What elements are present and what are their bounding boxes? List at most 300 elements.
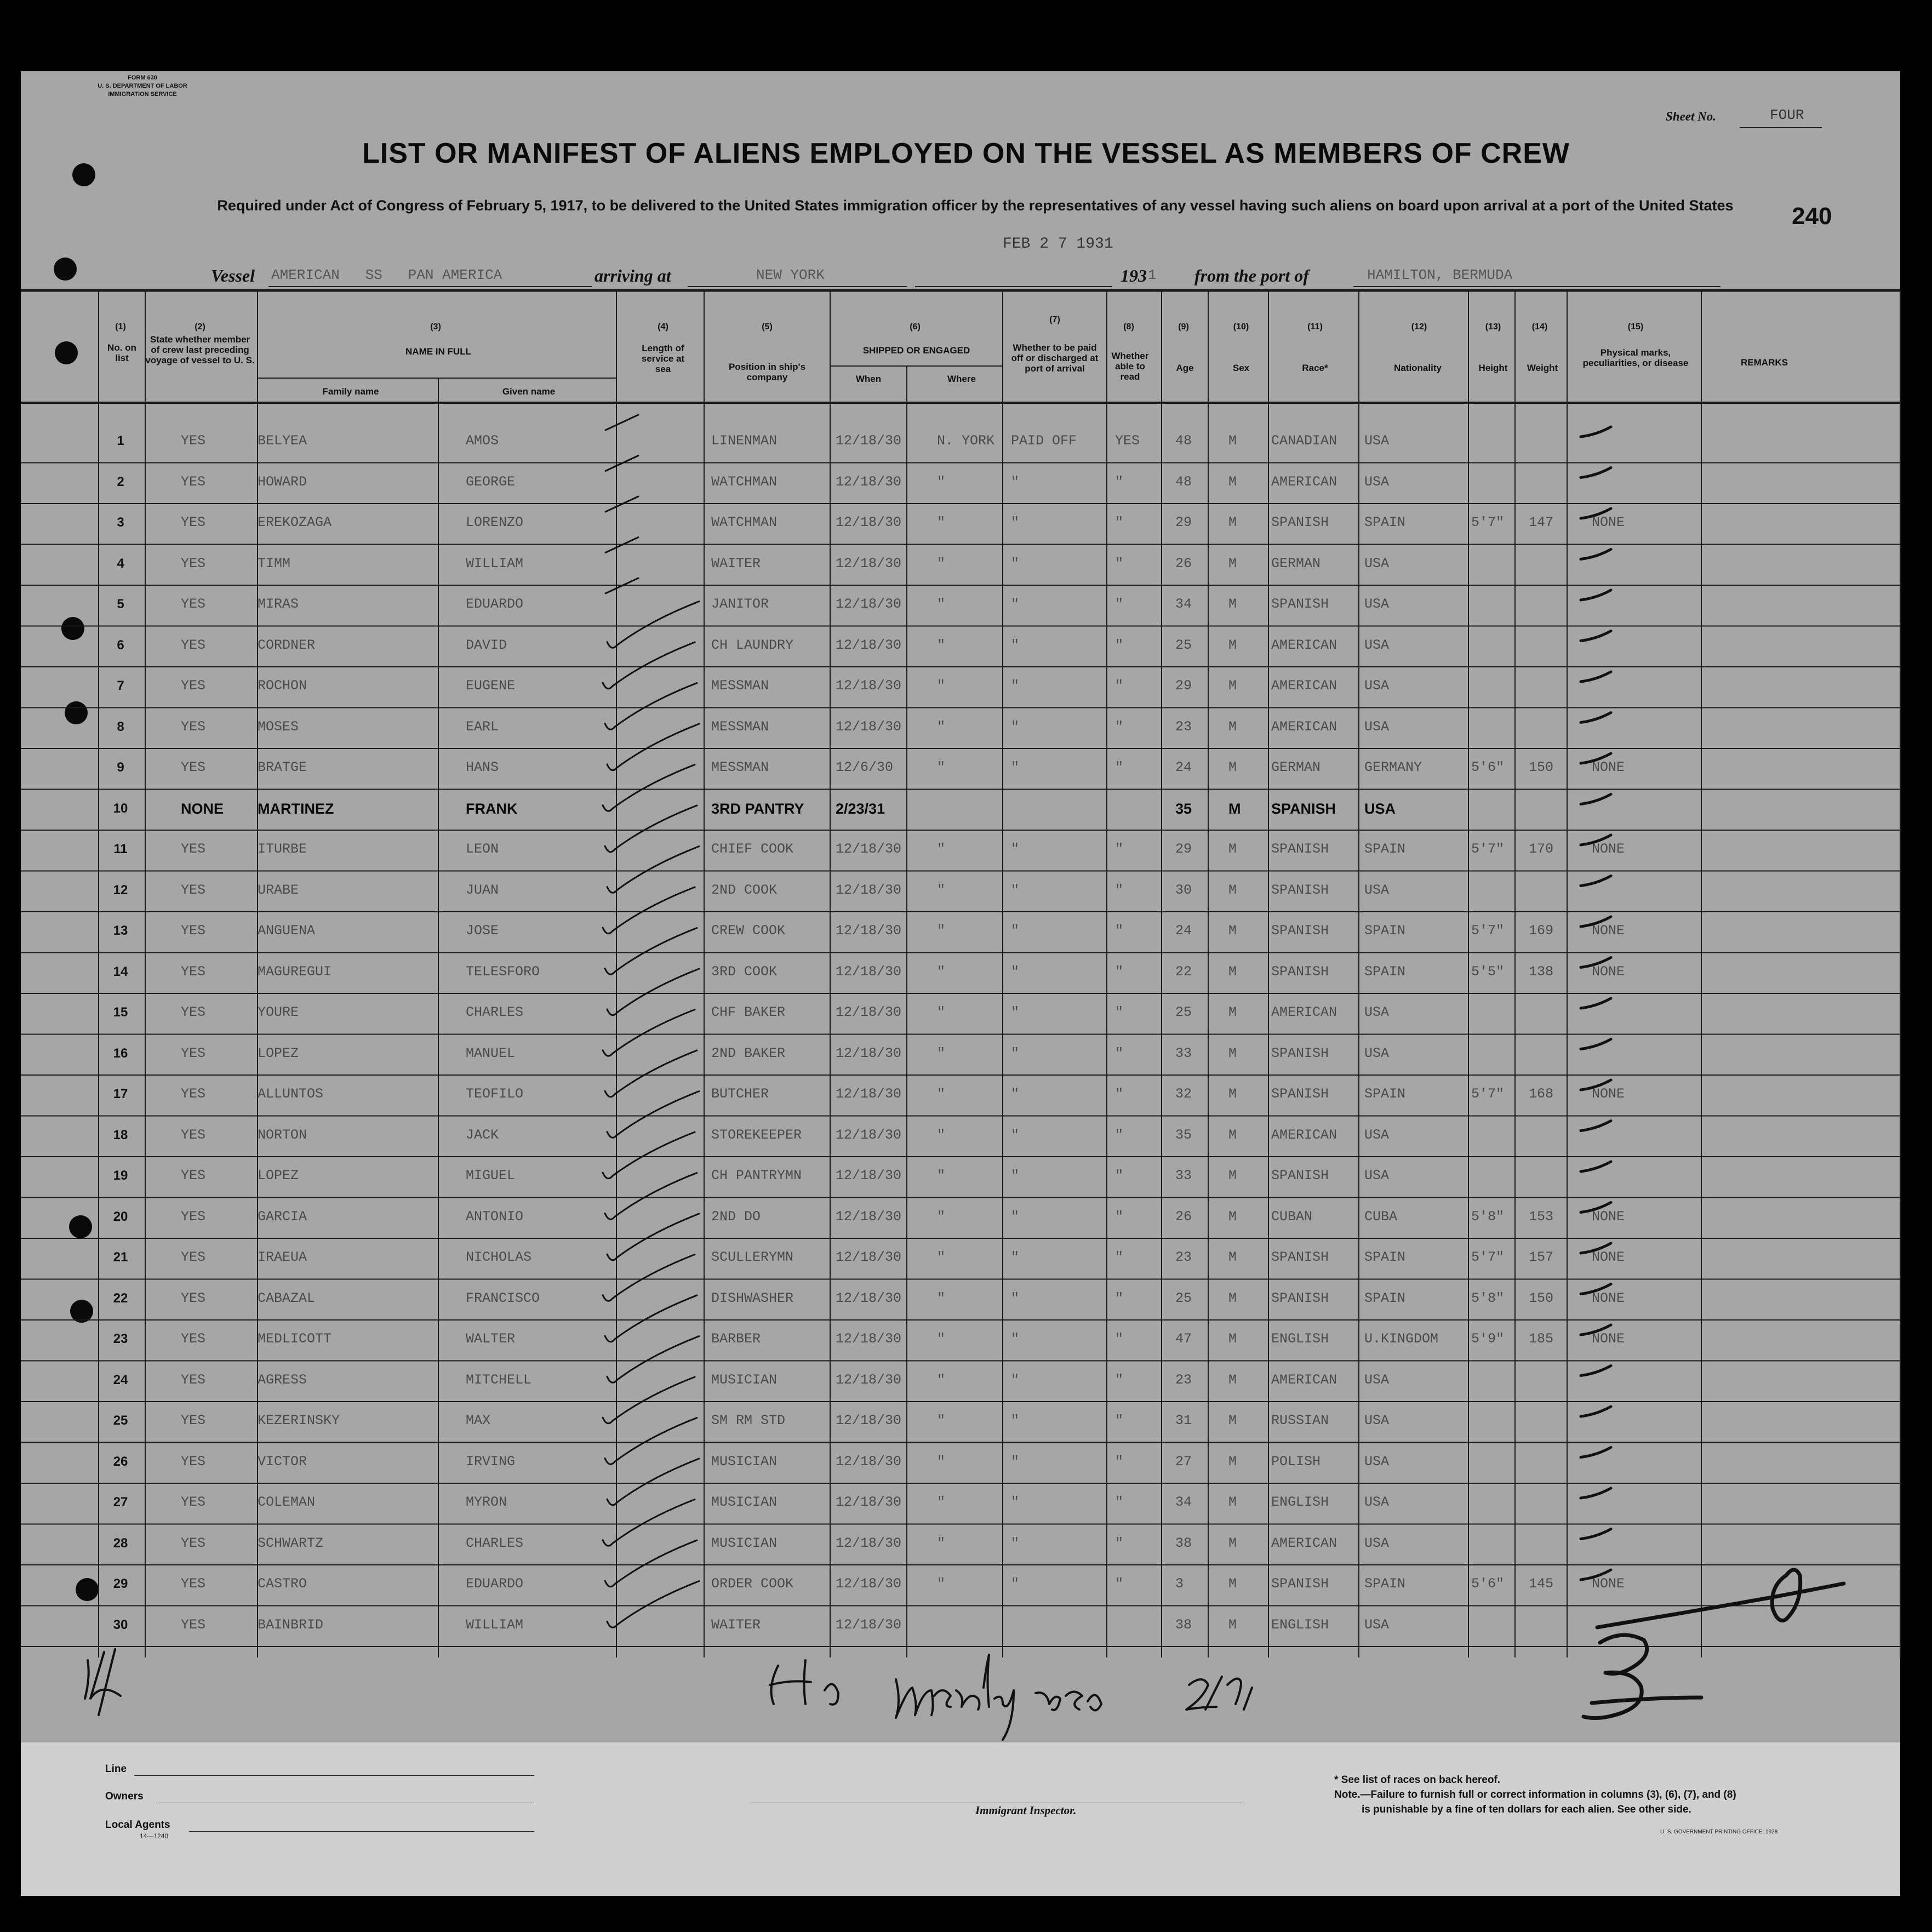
col-5-number: (5) [762,322,773,331]
sex-cell: M [1228,963,1237,980]
dash-mark [1581,1366,1611,1376]
shipped-when-cell: 12/18/30 [836,718,902,735]
nationality-cell: USA [1364,473,1390,490]
row-number: 23 [113,1331,128,1346]
shipped-when-cell: 12/18/30 [836,1168,902,1184]
prev-voyage-cell: YES [181,1535,206,1551]
check-mark [607,1459,699,1505]
col-4-number: (4) [658,322,668,331]
paid-off-cell: " [1011,637,1020,653]
position-cell: BUTCHER [711,1086,769,1102]
position-cell: SCULLERYMN [711,1249,794,1265]
age-cell: 29 [1175,841,1192,857]
height-cell: 5'7" [1471,923,1505,939]
shipped-when-cell: 12/18/30 [836,1494,902,1510]
dash-mark [1581,1121,1611,1131]
col-10-number: (10) [1233,322,1249,331]
row-number: 25 [113,1413,128,1428]
age-cell: 32 [1175,1086,1192,1102]
nationality-cell: USA [1364,1045,1390,1061]
footnote [1334,1773,1860,1817]
col-15-number: (15) [1627,322,1644,331]
able-to-read-cell: " [1115,1535,1124,1551]
given-name-cell: LORENZO [466,515,524,530]
nationality-cell: SPAIN [1364,515,1406,530]
prev-voyage-cell: YES [181,473,206,490]
age-cell: 22 [1175,963,1192,980]
family-name-cell: ALLUNTOS [258,1086,324,1102]
sex-cell: M [1228,1453,1237,1470]
prev-voyage-cell: YES [181,718,206,735]
race-cell: SPANISH [1271,596,1329,612]
age-cell: 30 [1175,882,1192,898]
dash-mark [1581,1203,1611,1213]
local-agents-underline [189,1831,534,1832]
able-to-read-cell: " [1115,1086,1124,1102]
paid-off-cell: " [1011,1494,1020,1510]
sex-cell: M [1228,1249,1237,1265]
page-title: LIST OR MANIFEST OF ALIENS EMPLOYED ON THE VESSEL AS MEMBERS OF CREW [362,138,1570,169]
able-to-read-cell: " [1115,1331,1124,1347]
sex-cell: M [1228,759,1237,775]
able-to-read-cell: " [1115,759,1124,775]
col-9-number: (9) [1178,322,1189,331]
shipped-when-cell: 12/18/30 [836,1045,902,1061]
row-number: 3 [117,515,124,530]
paid-off-cell: " [1011,1045,1020,1061]
sex-cell: M [1228,1494,1237,1510]
given-name-cell: TEOFILO [466,1086,524,1102]
position-cell: CHIEF COOK [711,841,794,857]
family-name-cell: IRAEUA [258,1249,307,1265]
row-number: 5 [117,597,124,611]
family-name-cell: BRATGE [258,759,307,775]
race-cell: SPANISH [1271,963,1329,980]
row-number: 26 [113,1454,128,1469]
row-number: 29 [113,1576,128,1591]
nationality-cell: SPAIN [1364,923,1406,939]
dash-mark [1581,794,1611,804]
check-mark [607,602,699,648]
row-number: 10 [113,801,128,816]
dash-mark [1581,1039,1611,1049]
family-name-cell: EREKOZAGA [258,515,332,530]
position-cell: MESSMAN [711,759,769,775]
prev-voyage-cell: YES [181,1045,206,1061]
dash-mark [1581,713,1611,723]
race-cell: SPANISH [1271,1086,1329,1102]
sex-cell: M [1228,1413,1237,1428]
shipped-when-cell: 12/18/30 [836,1249,902,1265]
race-cell: SPANISH [1271,1290,1329,1306]
given-name-cell: DAVID [466,637,507,653]
position-cell: MUSICIAN [711,1535,778,1551]
nationality-cell: SPAIN [1364,963,1406,980]
family-name-cell: GARCIA [258,1208,307,1225]
able-to-read-cell: " [1115,841,1124,857]
position-cell: CHF BAKER [711,1004,786,1020]
position-cell: WATCHMAN [711,473,778,490]
age-cell: 29 [1175,515,1192,530]
able-to-read-cell: " [1115,882,1124,898]
paid-off-cell: " [1011,1168,1020,1184]
sex-cell: M [1228,1535,1237,1551]
age-cell: 26 [1175,1208,1192,1225]
prev-voyage-cell: YES [181,596,206,612]
total-count-mark [1584,1570,1844,1718]
position-cell: 3RD PANTRY [711,800,804,817]
nationality-cell: USA [1364,555,1390,571]
shipped-where-cell: " [937,637,946,653]
check-mark [603,642,695,689]
given-name-cell: WILLIAM [466,1616,524,1633]
race-cell: SPANISH [1271,1045,1329,1061]
col-11-number: (11) [1307,322,1323,331]
row-number: 6 [117,637,124,653]
given-name-cell: MYRON [466,1494,507,1510]
age-cell: 29 [1175,678,1192,694]
shipped-when-cell: 12/18/30 [836,433,902,449]
family-name-cell: CASTRO [258,1576,307,1592]
col-3-given-label: Given name [502,386,556,397]
nationality-cell: USA [1364,718,1390,735]
race-cell: AMERICAN [1271,473,1337,490]
shipped-where-cell: " [937,1453,946,1470]
family-name-cell: CORDNER [258,637,316,653]
sex-cell: M [1228,637,1237,653]
able-to-read-cell: YES [1115,433,1140,449]
shipped-when-cell: 12/18/30 [836,1331,902,1347]
sheet-number-value: FOUR [1770,107,1804,123]
weight-cell: 145 [1529,1576,1554,1592]
dash-mark [1581,1162,1611,1171]
shipped-where-cell: " [937,1004,946,1020]
able-to-read-cell: " [1115,718,1124,735]
nationality-cell: USA [1364,1616,1390,1633]
shipped-when-cell: 12/6/30 [836,759,894,775]
shipped-where-cell: " [937,555,946,571]
prev-voyage-cell: YES [181,1249,206,1265]
sex-cell: M [1228,923,1237,939]
age-cell: 27 [1175,1453,1192,1470]
shipped-when-cell: 12/18/30 [836,923,902,939]
able-to-read-cell: " [1115,678,1124,694]
race-cell: AMERICAN [1271,1535,1337,1551]
row-number: 14 [113,964,128,979]
sex-cell: M [1228,882,1237,898]
shipped-when-cell: 12/18/30 [836,882,902,898]
col-10-label: Sex [1232,363,1250,373]
prev-voyage-cell: YES [181,1168,206,1184]
line-underline [134,1775,534,1776]
position-cell: CH PANTRYMN [711,1168,802,1184]
given-name-cell: IRVING [466,1453,516,1470]
arriving-label: arriving at [595,266,671,285]
prev-voyage-cell: YES [181,1086,206,1102]
age-cell: 23 [1175,1249,1192,1265]
race-cell: AMERICAN [1271,718,1337,735]
remarks-label: REMARKS [1741,357,1788,368]
position-cell: ORDER COOK [711,1576,794,1592]
age-cell: 3 [1175,1576,1184,1592]
form-service-line: IMMIGRATION SERVICE [108,91,177,98]
race-cell: SPANISH [1271,800,1336,817]
nationality-cell: USA [1364,1453,1390,1470]
nationality-cell: USA [1364,800,1396,817]
shipped-when-cell: 12/18/30 [836,1208,902,1225]
check-mark [607,847,699,893]
shipped-when-cell: 12/18/30 [836,1413,902,1428]
shipped-where-cell: " [937,759,946,775]
given-name-cell: CHARLES [466,1535,524,1551]
shipped-where-cell: " [937,963,946,980]
race-cell: ENGLISH [1271,1616,1329,1633]
nationality-cell: U.KINGDOM [1364,1331,1439,1347]
race-cell: ENGLISH [1271,1331,1329,1347]
able-to-read-cell: " [1115,1453,1124,1470]
paid-off-cell: PAID OFF [1011,433,1077,449]
given-name-cell: WILLIAM [466,555,524,571]
race-cell: SPANISH [1271,515,1329,530]
sex-cell: M [1228,1086,1237,1102]
nationality-cell: USA [1364,1535,1390,1551]
dash-mark [1581,1243,1611,1253]
shipped-when-cell: 12/18/30 [836,1127,902,1143]
col-3-family-label: Family name [322,386,379,397]
family-name-cell: MARTINEZ [258,800,334,817]
sex-cell: M [1228,1208,1237,1225]
row-number: 2 [117,474,124,489]
age-cell: 33 [1175,1168,1192,1184]
prev-voyage-cell: YES [181,555,206,571]
race-cell: CANADIAN [1271,433,1337,449]
paid-off-cell: " [1011,1249,1020,1265]
nationality-cell: USA [1364,1004,1390,1020]
check-mark [605,805,697,852]
paid-off-cell: " [1011,678,1020,694]
shipped-when-cell: 12/18/30 [836,1576,902,1592]
weight-cell: 185 [1529,1331,1554,1347]
col-8-label: Whether able to read [1111,351,1149,382]
check-mark [605,415,638,430]
family-name-cell: BELYEA [258,433,307,449]
shipped-when-cell: 12/18/30 [836,841,902,857]
height-cell: 5'7" [1471,1086,1505,1102]
paid-off-cell: " [1011,1290,1020,1306]
nationality-cell: SPAIN [1364,1290,1406,1306]
family-name-cell: HOWARD [258,473,307,490]
physical-marks-cell: NONE [1592,1331,1625,1347]
shipped-where-cell: " [937,678,946,694]
position-cell: 3RD COOK [711,963,778,980]
family-name-cell: SCHWARTZ [258,1535,324,1551]
shipped-when-cell: 12/18/30 [836,1535,902,1551]
row-number: 22 [113,1290,128,1306]
prev-voyage-cell: YES [181,1616,206,1633]
shipped-where-cell: " [937,1086,946,1102]
physical-marks-cell: NONE [1592,841,1625,857]
date-stamp: FEB 2 7 1931 [1003,236,1113,253]
dash-mark [1581,427,1611,437]
row-number: 28 [113,1535,128,1551]
year-value: 1 [1148,267,1157,283]
paid-off-cell: " [1011,759,1020,775]
age-cell: 34 [1175,1494,1192,1510]
nationality-cell: CUBA [1364,1208,1398,1225]
check-mark [603,765,695,811]
physical-marks-cell: NONE [1592,1086,1625,1102]
check-mark [605,496,638,512]
check-mark [607,1336,699,1383]
sex-cell: M [1228,1290,1237,1306]
position-cell: WAITER [711,1616,761,1633]
shipped-when-cell: 12/18/30 [836,515,902,530]
nationality-cell: SPAIN [1364,1086,1406,1102]
family-name-cell: COLEMAN [258,1494,316,1510]
row-number: 24 [113,1372,128,1387]
position-cell: DISHWASHER [711,1290,794,1306]
race-cell: ENGLISH [1271,1494,1329,1510]
height-cell: 5'9" [1471,1331,1505,1347]
col-1-number: (1) [115,322,126,331]
paid-off-cell: " [1011,1004,1020,1020]
sex-cell: M [1228,515,1237,530]
col-2-number: (2) [195,322,205,331]
sex-cell: M [1228,1127,1237,1143]
page-subtitle: Required under Act of Congress of February 5, 1917, to be delivered to the United States immigration officer by the representatives of any vessel having such aliens on board upon arrival at a port of the United States [217,197,1734,214]
check-mark [605,1295,697,1342]
weight-cell: 153 [1529,1208,1554,1225]
age-cell: 33 [1175,1045,1192,1061]
dash-mark [1581,631,1611,641]
prev-voyage-cell: NONE [181,800,224,817]
age-cell: 35 [1175,1127,1192,1143]
nationality-cell: SPAIN [1364,841,1406,857]
race-cell: AMERICAN [1271,678,1337,694]
height-cell: 5'8" [1471,1290,1505,1306]
row-number: 12 [113,882,128,898]
age-cell: 25 [1175,1004,1192,1020]
given-name-cell: GEORGE [466,473,516,490]
paid-off-cell: " [1011,963,1020,980]
height-cell: 5'7" [1471,515,1505,530]
check-mark [603,1010,695,1056]
age-cell: 35 [1175,800,1192,817]
shipped-where-cell: " [937,1168,946,1184]
shipped-where-cell: " [937,882,946,898]
prev-voyage-cell: YES [181,882,206,898]
weight-cell: 157 [1529,1249,1554,1265]
paid-off-cell: " [1011,1127,1020,1143]
shipped-when-cell: 12/18/30 [836,1616,902,1633]
col-5-label: Position in ship's company [728,362,806,382]
given-name-cell: WALTER [466,1331,516,1347]
given-name-cell: MITCHELL [466,1371,532,1388]
from-port-label: from the port of [1194,266,1309,285]
inspector-label: Immigrant Inspector. [975,1804,1077,1817]
shipped-when-cell: 12/18/30 [836,637,902,653]
position-cell: MESSMAN [711,678,769,694]
family-name-cell: MEDLICOTT [258,1331,332,1347]
sex-cell: M [1228,1616,1237,1633]
given-name-cell: CHARLES [466,1004,524,1020]
shipped-when-cell: 12/18/30 [836,1004,902,1020]
height-cell: 5'6" [1471,1576,1505,1592]
family-name-cell: AGRESS [258,1371,307,1388]
sex-cell: M [1228,433,1237,449]
family-name-cell: MOSES [258,718,299,735]
col-12-number: (12) [1411,322,1427,331]
year-label: 193 [1121,266,1147,285]
family-name-cell: MAGUREGUI [258,963,332,980]
row-number: 9 [117,760,124,775]
race-cell: AMERICAN [1271,1371,1337,1388]
row-number: 20 [113,1209,128,1224]
col-13-number: (13) [1485,322,1501,331]
row-number: 30 [113,1617,128,1632]
col-3-number: (3) [430,322,441,331]
race-cell: SPANISH [1271,1249,1329,1265]
able-to-read-cell: " [1115,1127,1124,1143]
shipped-where-cell: " [937,1208,946,1225]
dash-mark [1581,468,1611,478]
given-name-cell: MAX [466,1413,491,1428]
nationality-cell: USA [1364,1168,1390,1184]
given-name-cell: EDUARDO [466,596,524,612]
position-cell: CREW COOK [711,923,786,939]
sex-cell: M [1228,800,1241,817]
check-mark [607,724,699,770]
shipped-when-cell: 12/18/30 [836,473,902,490]
prev-voyage-cell: YES [181,515,206,530]
sex-cell: M [1228,1045,1237,1061]
able-to-read-cell: " [1115,1045,1124,1061]
check-mark [607,1581,699,1628]
nationality-cell: USA [1364,596,1390,612]
weight-cell: 150 [1529,759,1554,775]
able-to-read-cell: " [1115,637,1124,653]
shipped-where-cell: " [937,1413,946,1428]
height-cell: 5'7" [1471,1249,1505,1265]
penalty-note: Note.—Failure to furnish full or correct information in columns (3), (6), (7), and (8) [1334,1789,1736,1800]
shipped-where-cell: " [937,718,946,735]
printer-credit: U. S. GOVERNMENT PRINTING OFFICE: 1928 [1660,1829,1778,1835]
family-name-cell: CABAZAL [258,1290,316,1306]
height-cell: 5'8" [1471,1208,1505,1225]
prev-voyage-cell: YES [181,923,206,939]
shipped-where-cell: " [937,473,946,490]
dash-mark [1581,1284,1611,1294]
nationality-cell: USA [1364,882,1390,898]
shipped-where-cell: " [937,1290,946,1306]
prev-voyage-cell: YES [181,759,206,775]
physical-marks-cell: NONE [1592,963,1625,980]
paid-off-cell: " [1011,718,1020,735]
col-6-number: (6) [910,322,921,331]
col-11-label: Race* [1302,363,1328,373]
paid-off-cell: " [1011,1086,1020,1102]
dash-mark [1581,590,1611,600]
able-to-read-cell: " [1115,963,1124,980]
position-cell: MUSICIAN [711,1494,778,1510]
race-cell: RUSSIAN [1271,1413,1329,1428]
nationality-cell: USA [1364,1371,1390,1388]
given-name-cell: FRANCISCO [466,1290,540,1306]
prev-voyage-cell: YES [181,1371,206,1388]
sex-cell: M [1228,1168,1237,1184]
prev-voyage-cell: YES [181,1576,206,1592]
check-mark [605,1418,697,1465]
